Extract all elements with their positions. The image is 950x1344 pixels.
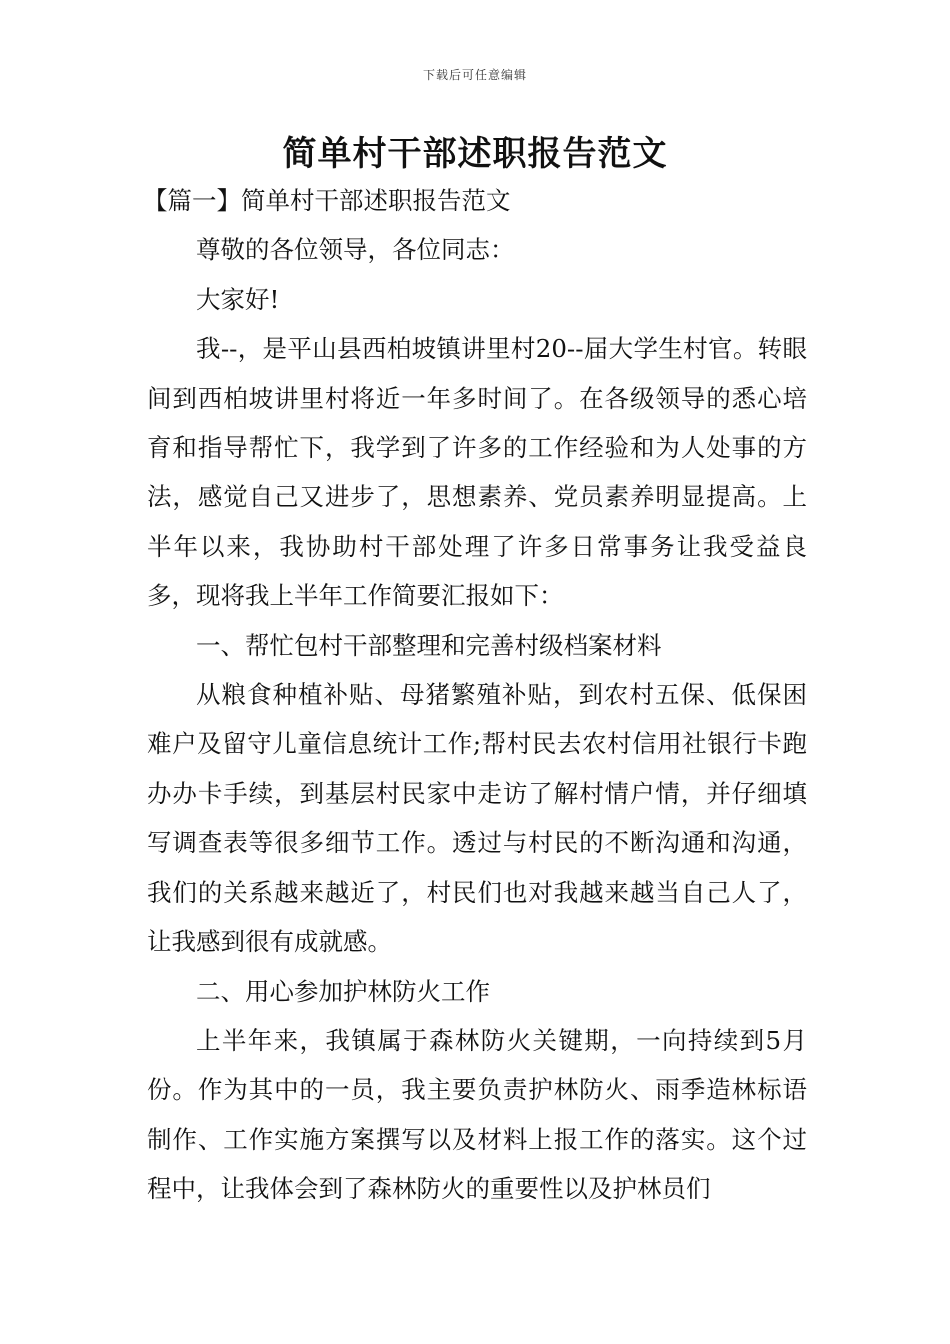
intro-paragraph: 我--，是平山县西柏坡镇讲里村20--届大学生村官。转眼间到西柏坡讲里村将近一年多时间了。在各级领导的悉心培育和指导帮忙下，我学到了许多的工作经验和为人处事的方法，感觉自己又进步了，思想素养、党员素养明显提高。上半年以来，我协助村干部处理了许多日常事务让我受益良多，现将我上半年工作简要汇报如下： bbox=[147, 334, 807, 611]
subheading-2: 二、用心参加护林防火工作 bbox=[196, 976, 490, 1006]
document-body bbox=[143, 176, 807, 1214]
subheading-1: 一、帮忙包村干部整理和完善村级档案材料 bbox=[196, 630, 662, 660]
document-title: 简单村干部述职报告范文 bbox=[282, 134, 668, 174]
paragraph-fire-prevention: 上半年来，我镇属于森林防火关键期，一向持续到5月份。作为其中的一员，我主要负责护林防火、雨季造林标语制作、工作实施方案撰写以及材料上报工作的落实。这个过程中，让我体会到了森林防火的重要性以及护林员们 bbox=[147, 1025, 807, 1204]
salutation: 尊敬的各位领导，各位同志： bbox=[196, 235, 515, 265]
section-heading: 【篇一】简单村干部述职报告范文 bbox=[143, 186, 511, 215]
header-note: 下载后可任意编辑 bbox=[422, 68, 527, 82]
paragraph-archives: 从粮食种植补贴、母猪繁殖补贴，到农村五保、低保困难户及留守儿童信息统计工作;帮村民去农村信用社银行卡跑办办卡手续，到基层村民家中走访了解村情户情，并仔细填写调查表等很多细节工作。透过与村民的不断沟通和沟通，我们的关系越来越近了，村民们也对我越来越当自己人了，让我感到很有成就感。 bbox=[147, 680, 807, 957]
greeting: 大家好! bbox=[196, 284, 280, 314]
